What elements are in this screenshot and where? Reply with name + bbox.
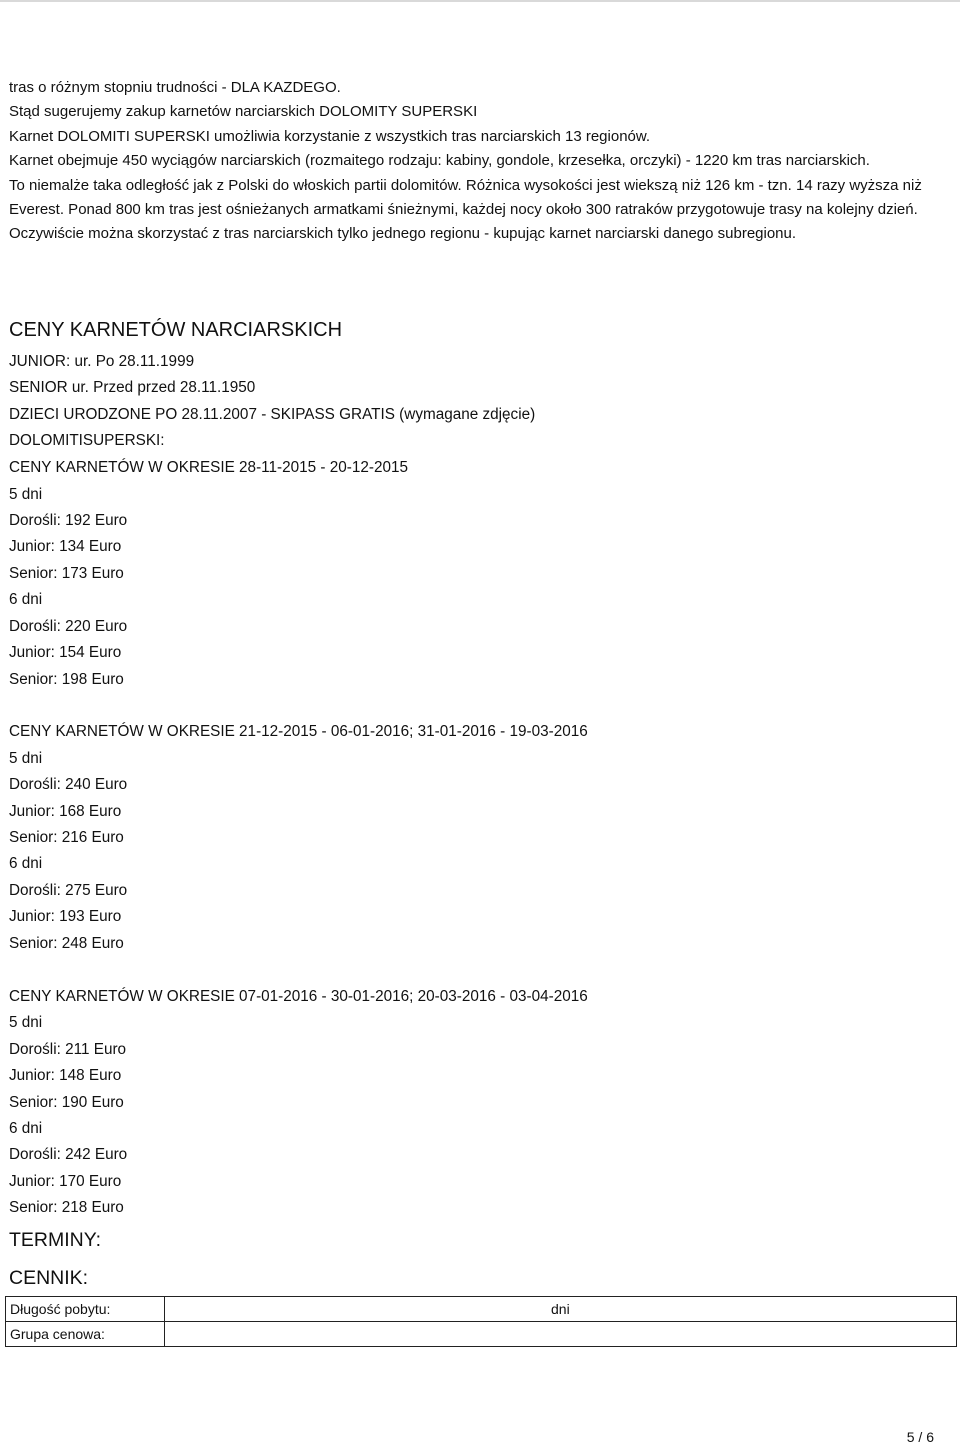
price-line: Junior: 168 Euro (9, 803, 122, 820)
price-line: Dorośli: 220 Euro (9, 618, 128, 635)
terminy-heading: TERMINY: (9, 1229, 102, 1251)
price-line: Junior: 170 Euro (9, 1173, 122, 1190)
price-line: 6 dni (9, 591, 43, 608)
table-row (6, 1322, 957, 1347)
price-line: 6 dni (9, 1120, 43, 1137)
price-line: Dorośli: 242 Euro (9, 1146, 128, 1163)
price-line: 5 dni (9, 1014, 43, 1031)
intro-paragraph: To niemalże taka odległość jak z Polski do włoskich partii dolomitów. Różnica wysokości jest wiekszą niż 126 km - tzn. 14 razy wyższa niż Everest. Ponad 800 km tras jest ośnieżanych armatkami śnieżnymi, każdej nocy około 300 ratraków przygotowuje trasy na kolejny dzień. (9, 176, 922, 219)
junior-rule: JUNIOR: ur. Po 28.11.1999 (9, 353, 195, 370)
booking-table (5, 1296, 957, 1347)
intro-paragraph: tras o różnym stopniu trudności - DLA KAZDEGO. (9, 79, 341, 96)
table-row (6, 1297, 957, 1322)
period-title: CENY KARNETÓW W OKRESIE 28-11-2015 - 20-12-2015 (9, 459, 409, 476)
price-line: Dorośli: 192 Euro (9, 512, 128, 529)
senior-rule: SENIOR ur. Przed przed 28.11.1950 (9, 379, 256, 396)
price-line: Junior: 154 Euro (9, 644, 122, 661)
price-line: Junior: 193 Euro (9, 908, 122, 925)
price-group-field[interactable] (165, 1322, 957, 1347)
stay-length-field[interactable] (165, 1297, 957, 1322)
price-line: Dorośli: 240 Euro (9, 776, 128, 793)
intro-paragraph: Stąd sugerujemy zakup karnetów narciarskich DOLOMITY SUPERSKI (9, 103, 478, 121)
price-line: Senior: 218 Euro (9, 1199, 124, 1216)
price-line: Junior: 134 Euro (9, 538, 122, 555)
dolomiti-superski-label: DOLOMITISUPERSKI: (9, 432, 165, 449)
period-title: CENY KARNETÓW W OKRESIE 21-12-2015 - 06-01-2016; 31-01-2016 - 19-03-2016 (9, 723, 588, 740)
price-line: Senior: 173 Euro (9, 565, 124, 582)
stay-length-unit: dni (551, 1301, 570, 1317)
price-line: 6 dni (9, 855, 43, 872)
price-line: Senior: 198 Euro (9, 671, 124, 688)
price-line: Dorośli: 211 Euro (9, 1041, 127, 1058)
price-line: Senior: 190 Euro (9, 1094, 124, 1111)
stay-length-label: Długość pobytu: (6, 1297, 165, 1322)
period-title: CENY KARNETÓW W OKRESIE 07-01-2016 - 30-01-2016; 20-03-2016 - 03-04-2016 (9, 988, 588, 1005)
price-line: Dorośli: 275 Euro (9, 882, 128, 899)
intro-paragraph: Karnet obejmuje 450 wyciągów narciarskich (rozmaitego rodzaju: kabiny, gondole, krzesełka, orczyki) - 1220 km tras narciarskich. (9, 152, 870, 170)
price-line: Senior: 216 Euro (9, 829, 124, 846)
price-line: 5 dni (9, 750, 43, 767)
prices-heading: CENY KARNETÓW NARCIARSKICH (9, 319, 343, 341)
price-group-label: Grupa cenowa: (6, 1322, 165, 1347)
top-border (0, 0, 960, 2)
price-line: Senior: 248 Euro (9, 935, 124, 952)
children-rule: DZIECI URODZONE PO 28.11.2007 - SKIPASS GRATIS (wymagane zdjęcie) (9, 406, 536, 423)
cennik-heading: CENNIK: (9, 1267, 89, 1289)
intro-text (9, 76, 954, 247)
price-line: Junior: 148 Euro (9, 1067, 122, 1084)
intro-paragraph: Karnet DOLOMITI SUPERSKI umożliwia korzystanie z wszystkich tras narciarskich 13 regionów. (9, 127, 651, 145)
intro-paragraph: Oczywiście można skorzystać z tras narciarskich tylko jednego regionu - kupując karnet narciarski danego subregionu. (9, 225, 797, 243)
page-number: 5 / 6 (906, 1429, 934, 1445)
price-line: 5 dni (9, 486, 43, 503)
